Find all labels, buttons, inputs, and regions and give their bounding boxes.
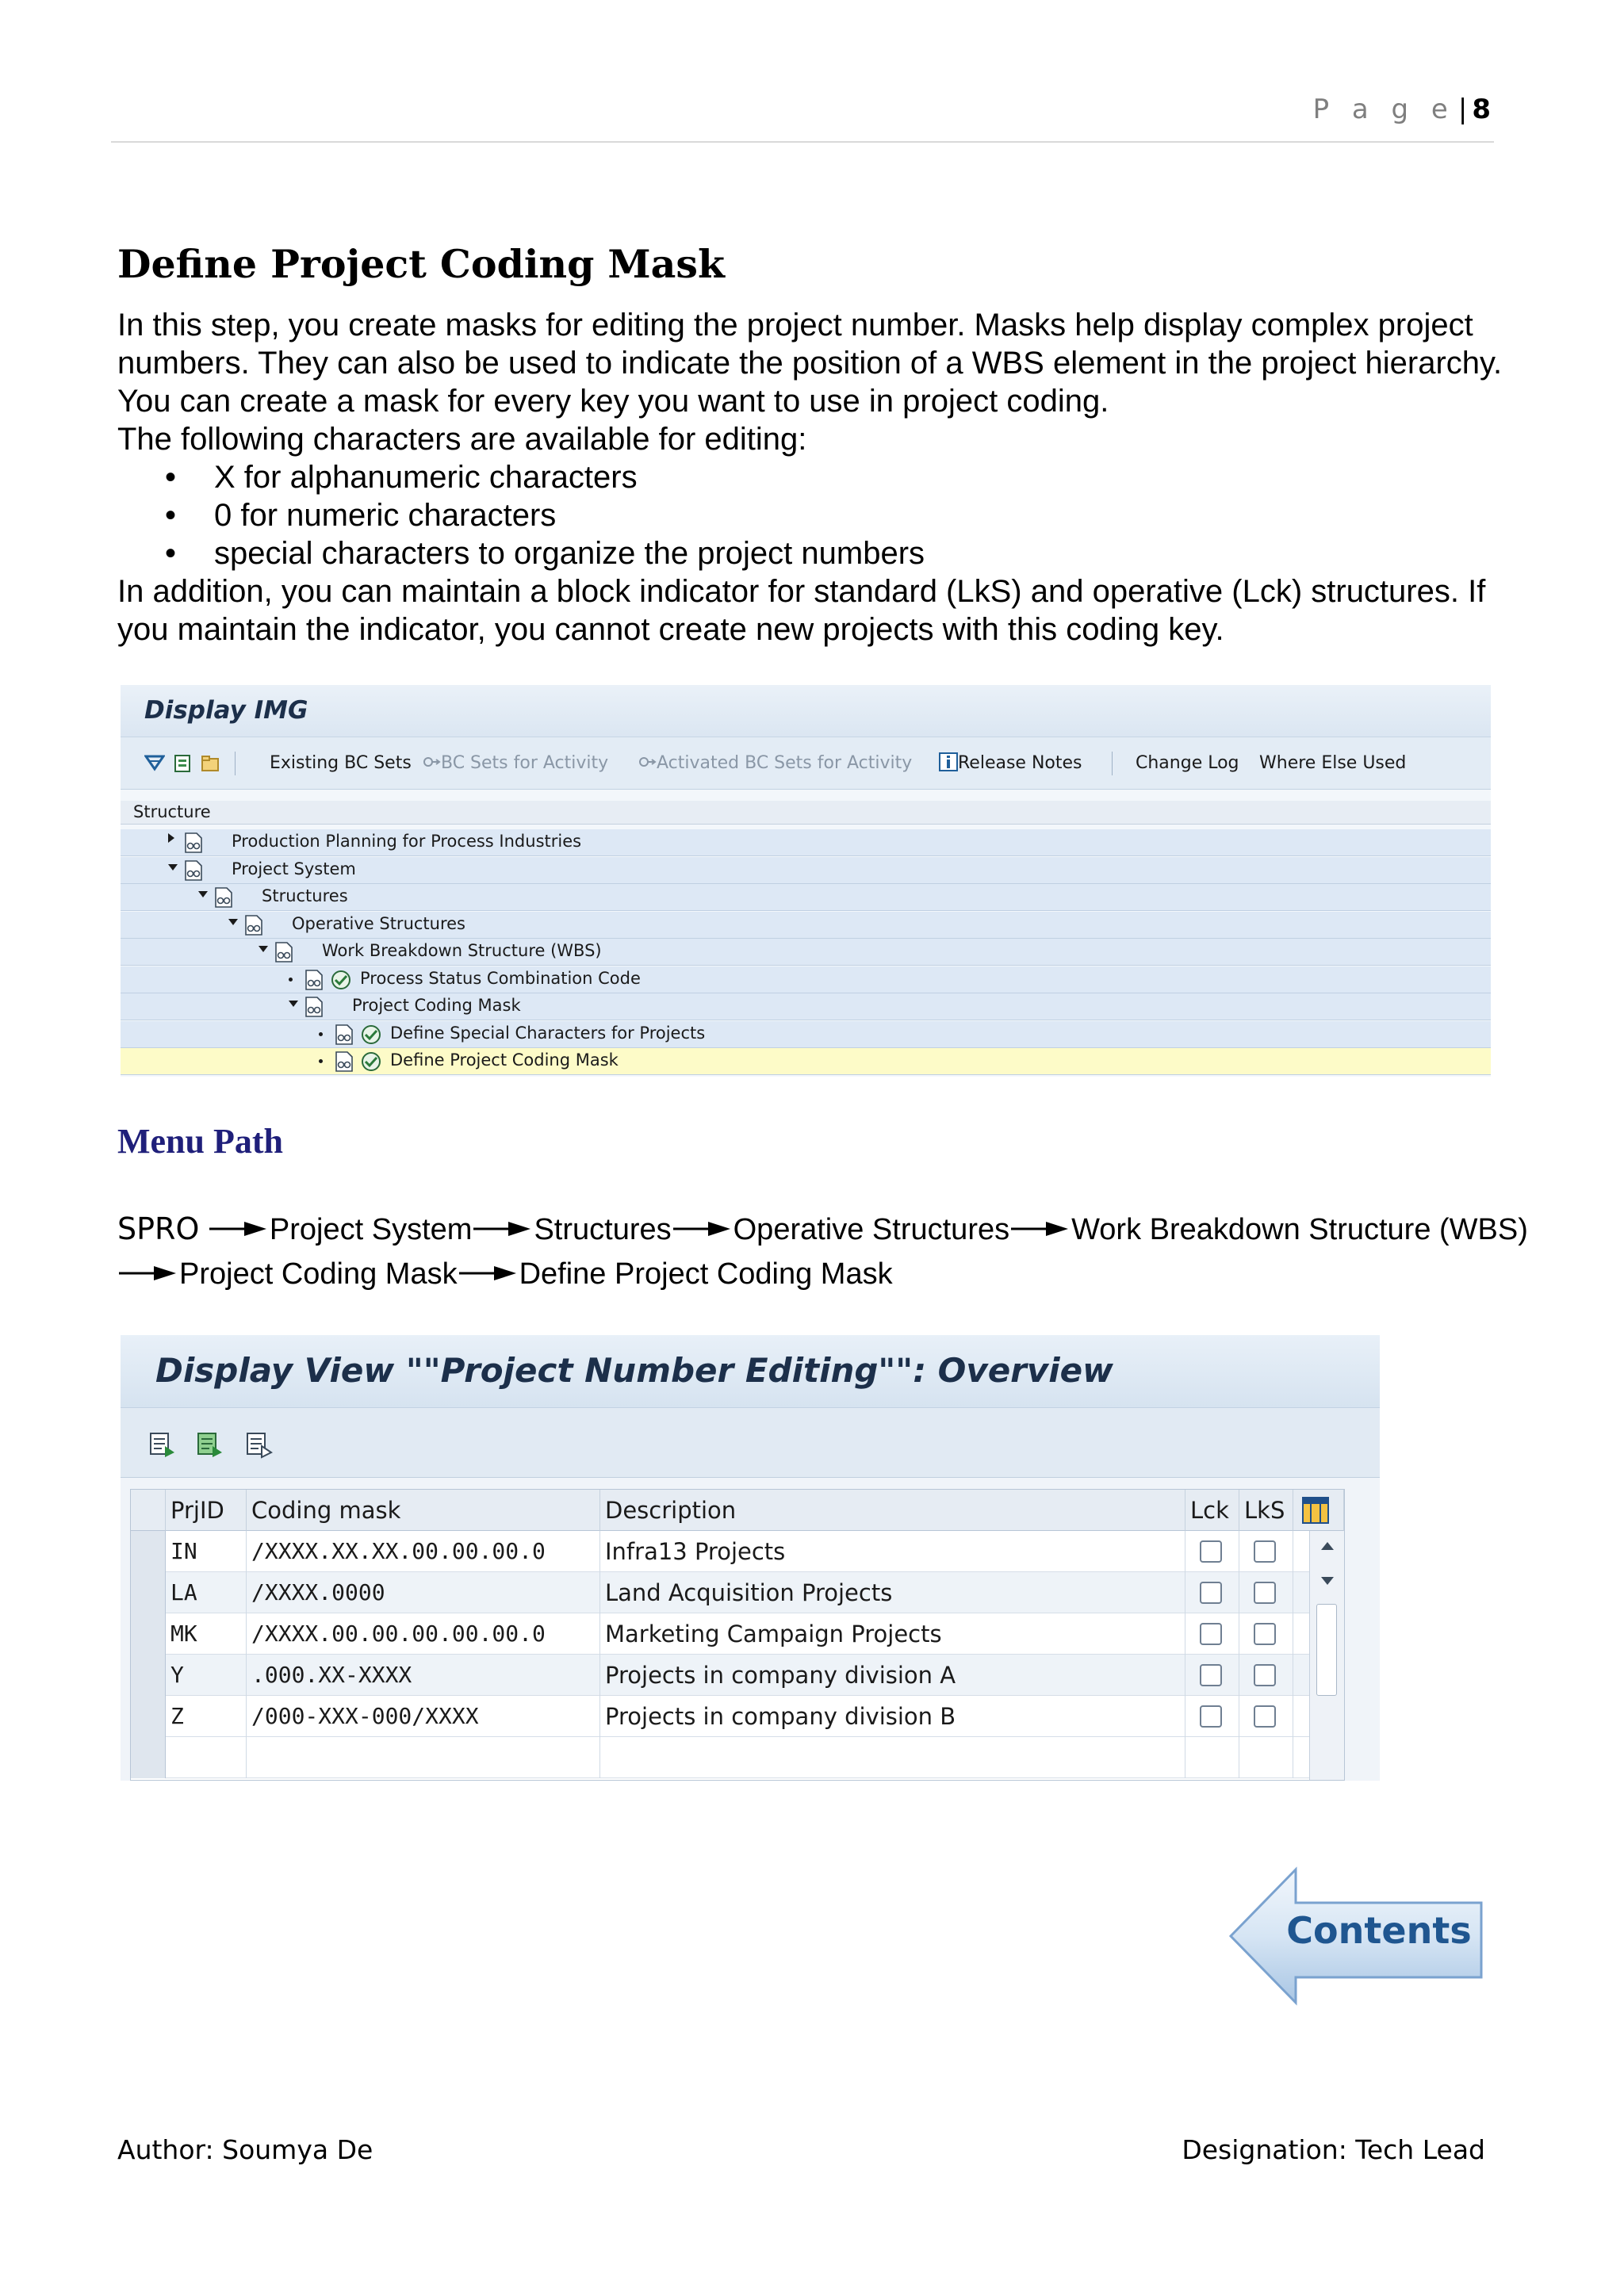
cell-prjid[interactable]: Z [166, 1696, 247, 1737]
collapsed-node-icon[interactable] [168, 833, 174, 843]
bullet-item: • special characters to organize the project numbers [117, 534, 1529, 572]
img-title: Display IMG [144, 696, 308, 725]
cell-prjid[interactable]: IN [166, 1531, 247, 1572]
tree-node[interactable] [121, 912, 1491, 939]
execute-activity-icon[interactable] [360, 1024, 382, 1046]
display-img-screenshot [121, 685, 1491, 1077]
arrow-right-icon [473, 1213, 532, 1246]
cell-empty [1239, 1737, 1293, 1778]
img-title-bar [121, 685, 1491, 737]
lks-checkbox[interactable] [1254, 1705, 1276, 1728]
cell-empty [247, 1737, 600, 1778]
cell-description[interactable]: Marketing Campaign Projects [600, 1613, 1185, 1655]
cell-prjid[interactable]: MK [166, 1613, 247, 1655]
expanded-node-icon[interactable] [168, 864, 178, 871]
intro-paragraph: You can create a mask for every key you want to use in project coding. [117, 384, 1109, 419]
info-icon [939, 752, 958, 771]
leaf-node-icon[interactable] [319, 1059, 323, 1063]
table-row[interactable] [131, 1655, 1344, 1696]
tree-node[interactable] [121, 1021, 1491, 1048]
cell-description[interactable]: Projects in company division B [600, 1696, 1185, 1737]
cell-empty [600, 1737, 1185, 1778]
arrow-right-icon [459, 1257, 518, 1291]
cell-description[interactable]: Land Acquisition Projects [600, 1572, 1185, 1613]
cell-lck [1185, 1696, 1239, 1737]
activated-bc-sets-button[interactable] [638, 737, 912, 790]
column-header-prjid[interactable]: PrjID [166, 1490, 247, 1531]
project-number-table [130, 1489, 1345, 1781]
tree-node[interactable] [121, 884, 1491, 911]
column-header-lks[interactable]: LkS [1239, 1490, 1293, 1531]
existing-bc-sets-button[interactable]: Existing BC Sets [270, 753, 412, 773]
activated-bc-sets-label: Activated BC Sets for Activity [657, 753, 913, 773]
page-header [1313, 94, 1491, 125]
tree-node-label: Project System [232, 859, 356, 878]
lck-checkbox[interactable] [1200, 1664, 1222, 1686]
display-change-icon[interactable] [147, 1430, 176, 1459]
intro-text [117, 306, 1529, 649]
tree-node-label: Operative Structures [292, 913, 466, 933]
table-row[interactable] [131, 1572, 1344, 1613]
execute-activity-icon[interactable] [360, 1050, 382, 1073]
page-separator: | [1457, 94, 1468, 125]
dv-title: Display View ""Project Number Editing"": Overview [155, 1351, 1113, 1390]
row-selector[interactable] [131, 1531, 166, 1572]
table-row[interactable] [131, 1696, 1344, 1737]
structure-label: Structure [133, 802, 211, 821]
tree-node[interactable] [121, 1048, 1491, 1075]
menu-path-step: Structures [534, 1213, 672, 1246]
select-all-icon[interactable] [195, 1430, 224, 1459]
row-selector[interactable] [131, 1696, 166, 1737]
img-toolbar [121, 737, 1491, 790]
table-row-empty [131, 1737, 1344, 1778]
select-all-header[interactable] [131, 1490, 166, 1531]
leaf-node-icon[interactable] [319, 1032, 323, 1036]
tree-node-label: Define Special Characters for Projects [390, 1023, 706, 1043]
tree-node-label: Production Planning for Process Industries [232, 832, 582, 851]
row-selector[interactable] [131, 1572, 166, 1613]
table-scrollbar[interactable] [1309, 1531, 1344, 1780]
expanded-node-icon[interactable] [198, 891, 208, 897]
menu-path-step: Project Coding Mask [179, 1257, 458, 1291]
cell-prjid[interactable]: LA [166, 1572, 247, 1613]
footer-designation: Designation: Tech Lead [1182, 2134, 1485, 2165]
toolbar-separator [1112, 752, 1113, 775]
menu-path-step: Define Project Coding Mask [519, 1257, 893, 1291]
tree-node[interactable] [121, 939, 1491, 966]
menu-path-step: Work Breakdown Structure (WBS) [1071, 1213, 1528, 1246]
bullet-list [117, 458, 1529, 572]
expand-subtree-icon[interactable] [144, 753, 165, 774]
contents-button[interactable] [1228, 1865, 1484, 2007]
lck-checkbox[interactable] [1200, 1705, 1222, 1728]
cell-description[interactable]: Projects in company division A [600, 1655, 1185, 1696]
cell-coding-mask[interactable]: /XXXX.0000 [247, 1572, 600, 1613]
document-glasses-icon[interactable] [335, 1024, 354, 1046]
cell-lck [1185, 1572, 1239, 1613]
where-else-used-button[interactable]: Where Else Used [1259, 753, 1407, 773]
closing-paragraph: In addition, you can maintain a block indicator for standard (LkS) and operative (Lck) structures. If you maintain the indicator, you cannot create new projects with this coding key. [117, 574, 1486, 647]
folder-icon[interactable] [200, 753, 220, 774]
cell-lck [1185, 1531, 1239, 1572]
tree-node-label: Project Coding Mask [352, 996, 521, 1015]
scroll-up-icon[interactable] [1320, 1540, 1335, 1552]
cell-lks [1239, 1655, 1293, 1696]
cell-empty [166, 1737, 247, 1778]
expanded-node-icon[interactable] [228, 919, 238, 925]
scroll-down-icon[interactable] [1320, 1575, 1335, 1586]
lck-checkbox[interactable] [1200, 1623, 1222, 1645]
document-glasses-icon[interactable] [244, 914, 263, 936]
cell-lks [1239, 1531, 1293, 1572]
intro-paragraph: The following characters are available for editing: [117, 422, 807, 457]
column-header-description[interactable]: Description [600, 1490, 1185, 1531]
footer-author: Author: Soumya De [117, 2134, 373, 2165]
document-glasses-icon[interactable] [335, 1050, 354, 1073]
document-glasses-icon[interactable] [304, 996, 324, 1018]
lck-checkbox[interactable] [1200, 1582, 1222, 1604]
page-label: P a g e [1312, 94, 1455, 125]
lks-checkbox[interactable] [1254, 1664, 1276, 1686]
dv-title-bar [121, 1335, 1380, 1408]
page-title: Define Project Coding Mask [117, 241, 725, 287]
cell-lks [1239, 1613, 1293, 1655]
document-glasses-icon[interactable] [274, 941, 293, 963]
tree-node[interactable] [121, 857, 1491, 884]
expanded-node-icon[interactable] [289, 1001, 298, 1007]
menu-path-start: SPRO [117, 1211, 200, 1246]
arrow-right-icon [1011, 1213, 1070, 1246]
change-log-button[interactable]: Change Log [1136, 753, 1239, 773]
document-glasses-icon[interactable] [184, 859, 203, 882]
row-selector[interactable] [131, 1655, 166, 1696]
find-icon[interactable] [173, 753, 193, 774]
dv-toolbar [121, 1408, 1380, 1478]
intro-paragraph: In this step, you create masks for editing the project number. Masks help display complex project numbers. They can also be used to indicate the position of a WBS element in the project hierarchy. [117, 308, 1503, 381]
cell-lck [1185, 1613, 1239, 1655]
row-selector[interactable] [131, 1737, 166, 1778]
release-notes-label: Release Notes [958, 753, 1082, 773]
bc-sets-for-activity-button[interactable] [422, 737, 608, 790]
tree-node[interactable] [121, 829, 1491, 856]
bc-set-icon [638, 752, 657, 771]
lks-checkbox[interactable] [1254, 1623, 1276, 1645]
scroll-thumb[interactable] [1316, 1604, 1337, 1696]
toolbar-separator [235, 752, 236, 775]
arrow-right-icon [673, 1213, 732, 1246]
tree-node-label: Process Status Combination Code [360, 968, 641, 988]
table-row[interactable] [131, 1531, 1344, 1572]
deselect-all-icon[interactable] [244, 1430, 273, 1459]
execute-activity-icon[interactable] [330, 969, 352, 991]
row-selector[interactable] [131, 1613, 166, 1655]
structure-header [121, 801, 1491, 825]
lks-checkbox[interactable] [1254, 1540, 1276, 1563]
cell-coding-mask[interactable]: .000.XX-XXXX [247, 1655, 600, 1696]
tree-node-label: Define Project Coding Mask [390, 1050, 619, 1070]
cell-lks [1239, 1572, 1293, 1613]
column-header-lck[interactable]: Lck [1185, 1490, 1239, 1531]
cell-prjid[interactable]: Y [166, 1655, 247, 1696]
bc-set-icon [422, 752, 441, 771]
tree-node-label: Structures [262, 886, 348, 905]
expanded-node-icon[interactable] [259, 946, 268, 952]
display-view-screenshot [121, 1335, 1380, 1781]
document-glasses-icon[interactable] [304, 969, 324, 991]
column-header-coding-mask[interactable]: Coding mask [247, 1490, 600, 1531]
arrow-right-icon [119, 1257, 178, 1291]
menu-path-step: Project System [269, 1213, 473, 1246]
menu-path-step: Operative Structures [733, 1213, 1010, 1246]
lks-checkbox[interactable] [1254, 1582, 1276, 1604]
cell-coding-mask[interactable]: /XXXX.XX.XX.00.00.00.0 [247, 1531, 600, 1572]
table-settings-icon[interactable] [1301, 1496, 1330, 1525]
table-row[interactable] [131, 1613, 1344, 1655]
bullet-item: • 0 for numeric characters [117, 496, 1529, 534]
header-rule [111, 141, 1494, 143]
cell-coding-mask[interactable]: /XXXX.00.00.00.00.00.0 [247, 1613, 600, 1655]
lck-checkbox[interactable] [1200, 1540, 1222, 1563]
arrow-right-icon [209, 1213, 268, 1246]
table-settings-header[interactable] [1293, 1490, 1344, 1531]
tree-node[interactable] [121, 966, 1491, 993]
bc-sets-for-activity-label: BC Sets for Activity [441, 753, 609, 773]
menu-path-title: Menu Path [117, 1122, 283, 1161]
cell-lck [1185, 1655, 1239, 1696]
page-number: 8 [1472, 94, 1491, 125]
contents-label: Contents [1286, 1909, 1472, 1952]
tree-node-label: Work Breakdown Structure (WBS) [322, 941, 602, 960]
cell-description[interactable]: Infra13 Projects [600, 1531, 1185, 1572]
menu-path [117, 1207, 1545, 1296]
cell-coding-mask[interactable]: /000-XXX-000/XXXX [247, 1696, 600, 1737]
document-glasses-icon[interactable] [214, 886, 233, 909]
leaf-node-icon[interactable] [289, 978, 293, 982]
cell-lks [1239, 1696, 1293, 1737]
bullet-item: • X for alphanumeric characters [117, 458, 1529, 496]
cell-empty [1185, 1737, 1239, 1778]
release-notes-button[interactable] [939, 737, 1082, 790]
document-glasses-icon[interactable] [184, 832, 203, 854]
tree-node[interactable] [121, 993, 1491, 1020]
